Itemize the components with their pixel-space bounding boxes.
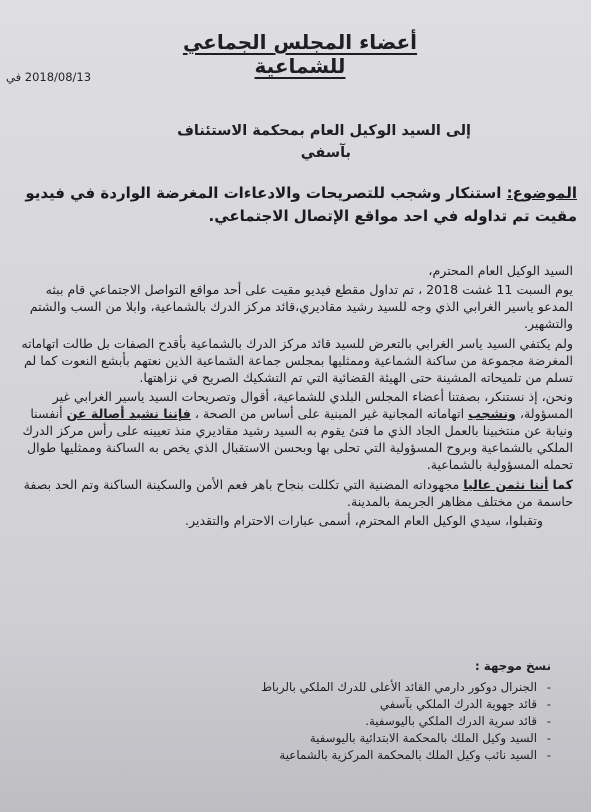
paragraph-1: يوم السبت 11 غشت 2018 ، تم تداول مقطع فيديو مقيت على أحد مواقع التواصل الاجتماعي قام ببثه المدعو ياسير الغرابي الذي وجه للسيد رشيد مقاديري،قائد مركز الدرك بالشماعية، وابلا من السب والشتم والتشهير. xyxy=(29,282,573,332)
paragraph-3-part-c: اتهاماته المجانية غير المبنية على أساس من الصحة ، xyxy=(194,406,465,421)
list-item: - الجنرال دوكور دارمي القائد الأعلى للدرك الملكي بالرباط xyxy=(211,679,551,696)
paragraph-3-emphasis-1: ونشجب xyxy=(468,406,516,421)
copies-block xyxy=(211,658,551,765)
date-value: 2018/08/13 xyxy=(24,70,92,84)
list-item: - قائد جهوية الدرك الملكي بآسفي xyxy=(211,696,551,713)
closing-line: وتقبلوا، سيدي الوكيل العام المحترم، أسمى عبارات الاحترام والتقدير. xyxy=(184,512,543,528)
subject-label: الموضوع: xyxy=(506,184,577,202)
paragraph-3-part-a: ونحن، إذ نستنكر، بصفتنا أعضاء المجلس البلدي للشماعية، أقوال وتصريحات السيد ياسير الغرابي غير المسؤولة، xyxy=(52,388,573,421)
paragraph-4-part-a: كما xyxy=(552,476,573,492)
paragraph-3-part-e: أنفسنا ونيابة عن منتخبينا بالعمل الجاد الذي ما فتئ يقوم به السيد رشيد مقاديري منذ تعيينه على رأس مركز الدرك الملكي بالشماعية وبروح المسؤولية التي تحلى بها وبحسن الاستقبال الذي يخص به الساكنة وممثليها طوال تحمله المسؤولية بالشماعية. xyxy=(22,406,573,473)
copies-heading: نسخ موجهة : xyxy=(474,659,551,673)
list-item: - السيد وكيل الملك بالمحكمة الابتدائية باليوسفية xyxy=(211,730,551,747)
list-item: - قائد سرية الدرك الملكي باليوسفية. xyxy=(211,713,551,730)
addressee-line-1: إلى السيد الوكيل العام بمحكمة الاستئناف xyxy=(177,123,471,139)
addressee-line-2: بآسفي xyxy=(300,145,351,162)
paragraph-2: ولم يكتفي السيد ياسر الغرابي بالتعرض للسيد قائد مركز الدرك بالشماعية بأقدح الصفات بل طالت اتهاماته المغرضة مجموعة من ساكنة الشماعية وممثليها بمجلس جماعة الشماعية الذين نعتهم بأبشع النعوت كما لم تسلم من تلميحاته المشينة حتى الهيئة القضائية التي تم التشكيك الصريح في نزاهتها. xyxy=(21,335,573,385)
addressee-block xyxy=(111,120,471,165)
paragraph-3 xyxy=(13,388,573,474)
salutation: السيد الوكيل العام المحترم، xyxy=(428,263,573,278)
subject-text: استنكار وشجب للتصريحات والادعاءات المغرضة الواردة في فيديو مقيت تم تداوله في احد مواقع الإتصال الاجتماعي. xyxy=(25,184,577,226)
paragraph-4 xyxy=(13,476,573,510)
subject-block xyxy=(12,182,577,229)
paragraph-4-emphasis: أننا نثمن عاليا xyxy=(463,476,549,492)
list-item: - السيد نائب وكيل الملك بالمحكمة المركزية بالشماعية xyxy=(211,747,551,764)
paragraph-4-part-c: مجهوداته المضنية التي تكللت بنجاح باهر فعم الأمن والسكينة الساكنة وتم الحد بصفة حاسمة من مختلف مظاهر الجريمة بالمدينة. xyxy=(23,476,573,509)
copies-list xyxy=(211,679,551,764)
letter-date xyxy=(6,70,136,84)
paragraph-3-emphasis-2: فإننا نشيد أصالة عن xyxy=(66,406,191,421)
letter-body xyxy=(13,262,573,531)
letter-title: أعضاء المجلس الجماعي للشماعية xyxy=(182,30,418,78)
date-prefix: في xyxy=(6,70,22,84)
